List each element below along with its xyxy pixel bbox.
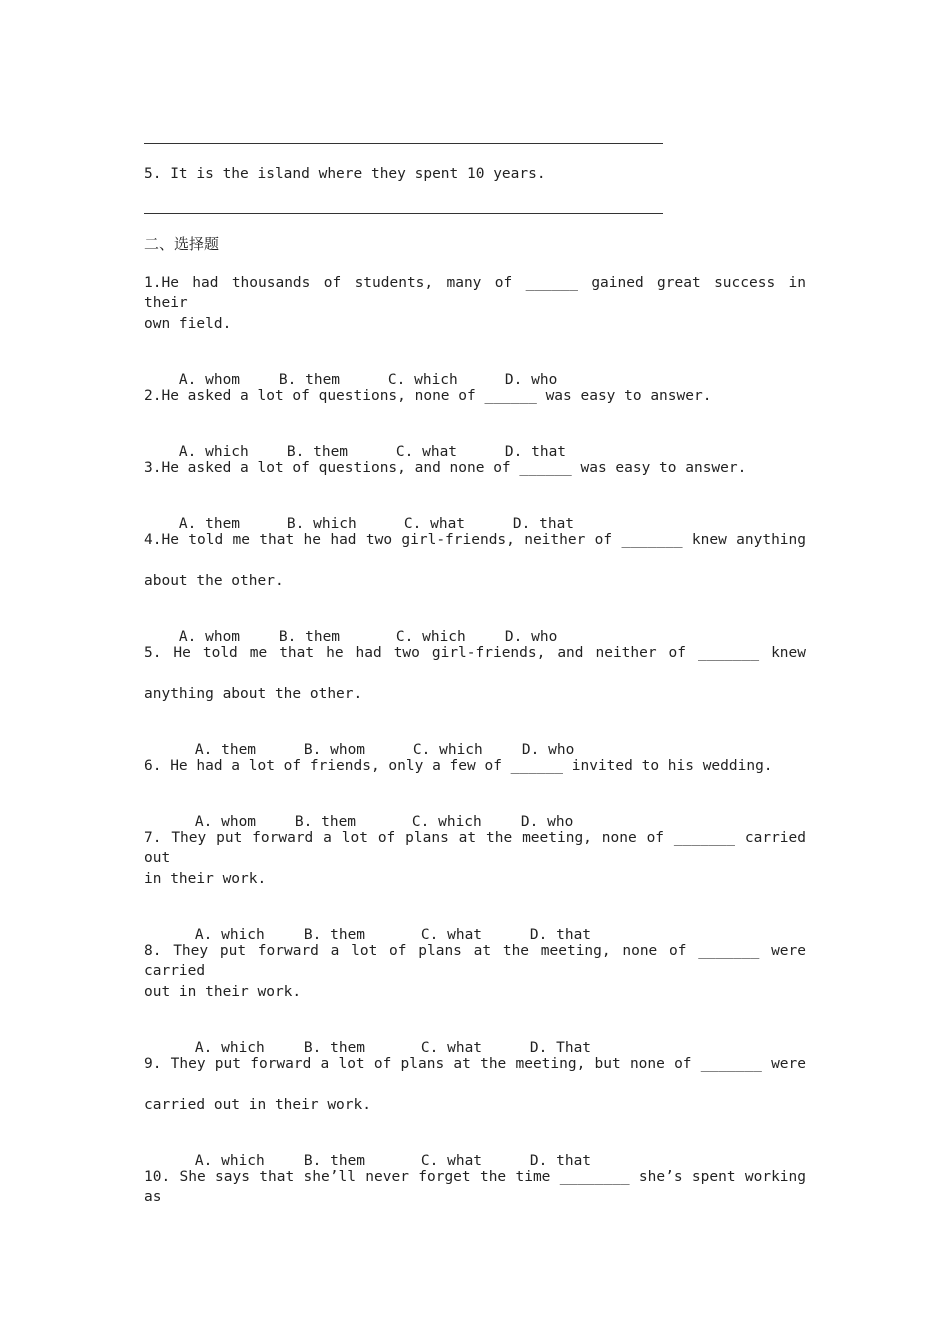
option-b[interactable]: B. them bbox=[303, 1153, 366, 1169]
option-a[interactable]: A. them bbox=[178, 516, 241, 532]
question-1-stem: 1.He had thousands of students, many of ______ gained great success in their bbox=[144, 275, 806, 311]
question-5-stem: 5. He told me that he had two girl-friends, and neither of _______ knew bbox=[144, 645, 806, 661]
option-c[interactable]: C. what bbox=[420, 927, 483, 943]
option-a[interactable]: A. whom bbox=[178, 629, 241, 645]
option-d[interactable]: D. that bbox=[512, 516, 575, 532]
option-d[interactable]: D. that bbox=[529, 1153, 592, 1169]
option-c[interactable]: C. which bbox=[387, 372, 458, 388]
question-1-stem-cont: own field. bbox=[144, 316, 232, 332]
rewrite-sentence-5: 5. It is the island where they spent 10 years. bbox=[144, 166, 546, 182]
option-a[interactable]: A. whom bbox=[194, 814, 257, 830]
option-b[interactable]: B. which bbox=[286, 516, 357, 532]
option-c[interactable]: C. which bbox=[412, 742, 483, 758]
question-6-stem: 6. He had a lot of friends, only a few of ______ invited to his wedding. bbox=[144, 758, 773, 774]
option-d[interactable]: D. That bbox=[529, 1040, 592, 1056]
option-c[interactable]: C. what bbox=[403, 516, 466, 532]
option-b[interactable]: B. them bbox=[303, 927, 366, 943]
question-8-stem: 8. They put forward a lot of plans at the meeting, none of _______ were carried bbox=[144, 943, 806, 979]
question-10-stem: 10. She says that she’ll never forget the time ________ she’s spent working as bbox=[144, 1169, 806, 1205]
question-2-stem: 2.He asked a lot of questions, none of ______ was easy to answer. bbox=[144, 388, 712, 404]
option-b[interactable]: B. them bbox=[286, 444, 349, 460]
question-3-stem: 3.He asked a lot of questions, and none of ______ was easy to answer. bbox=[144, 460, 747, 476]
option-b[interactable]: B. them bbox=[278, 629, 341, 645]
question-9-stem-cont: carried out in their work. bbox=[144, 1097, 371, 1113]
option-d[interactable]: D. who bbox=[521, 742, 575, 758]
question-7-stem-cont: in their work. bbox=[144, 871, 267, 887]
option-d[interactable]: D. who bbox=[504, 629, 558, 645]
option-c[interactable]: C. which bbox=[411, 814, 482, 830]
option-a[interactable]: A. which bbox=[178, 444, 249, 460]
option-c[interactable]: C. which bbox=[395, 629, 466, 645]
option-d[interactable]: D. that bbox=[504, 444, 567, 460]
option-c[interactable]: C. what bbox=[420, 1040, 483, 1056]
question-7-stem: 7. They put forward a lot of plans at the meeting, none of _______ carried out bbox=[144, 830, 806, 866]
option-c[interactable]: C. what bbox=[420, 1153, 483, 1169]
option-b[interactable]: B. them bbox=[303, 1040, 366, 1056]
option-b[interactable]: B. whom bbox=[303, 742, 366, 758]
option-a[interactable]: A. whom bbox=[178, 372, 241, 388]
option-b[interactable]: B. them bbox=[278, 372, 341, 388]
option-a[interactable]: A. them bbox=[194, 742, 257, 758]
option-d[interactable]: D. who bbox=[504, 372, 558, 388]
option-c[interactable]: C. what bbox=[395, 444, 458, 460]
question-5-stem-cont: anything about the other. bbox=[144, 686, 363, 702]
option-b[interactable]: B. them bbox=[294, 814, 357, 830]
section-title: 二、选择题 bbox=[144, 235, 220, 253]
answer-line bbox=[144, 213, 663, 214]
option-a[interactable]: A. which bbox=[194, 1153, 265, 1169]
option-a[interactable]: A. which bbox=[194, 927, 265, 943]
option-d[interactable]: D. who bbox=[520, 814, 574, 830]
option-d[interactable]: D. that bbox=[529, 927, 592, 943]
question-4-stem-cont: about the other. bbox=[144, 573, 284, 589]
question-4-stem: 4.He told me that he had two girl-friends, neither of _______ knew anything bbox=[144, 532, 806, 548]
question-9-stem: 9. They put forward a lot of plans at the meeting, but none of _______ were bbox=[144, 1056, 806, 1072]
answer-line bbox=[144, 143, 663, 144]
option-a[interactable]: A. which bbox=[194, 1040, 265, 1056]
question-8-stem-cont: out in their work. bbox=[144, 984, 302, 1000]
